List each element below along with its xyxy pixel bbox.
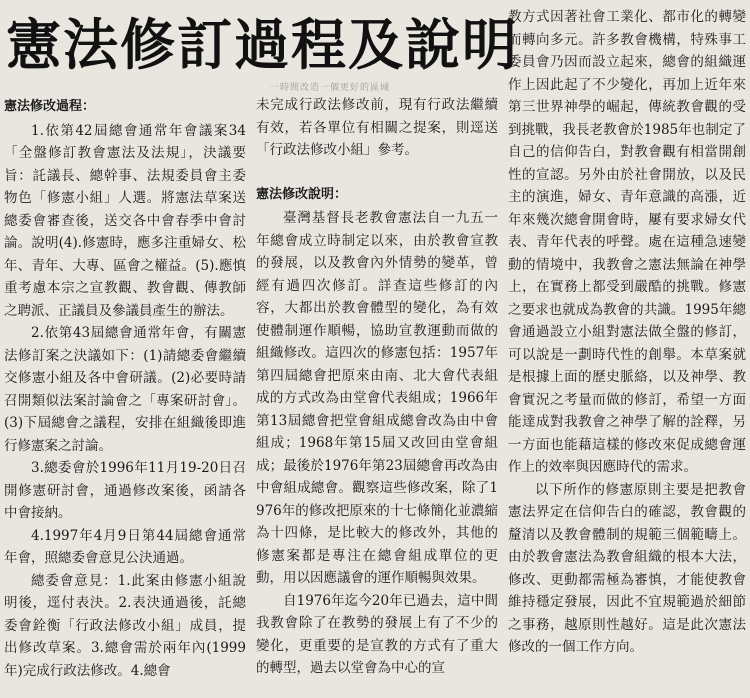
column-1 (4, 96, 246, 682)
process-paragraph-5: 總委會意見：1.此案由修憲小組說明後，逕付表決。2.表決通過後，託總委會銓衡「行政法修改小組」成員，提出修改草案。3.總會需於兩年內(1999年)完成行政法修改。4.總會 (4, 572, 246, 679)
process-paragraph-3: 3.總委會於1996年11月19-20日召開修憲研討會，通過修改案後，函請各中會接納。 (4, 460, 246, 521)
section-gap (256, 162, 498, 184)
process-paragraph-1: 1.依第42屆總會通常年會議案34「全盤修訂教會憲法及法規」，決議要旨：託議長、總幹事、法規委員會主委物色「修憲小組」人選。將憲法草案送總委會審查後，送交各中會春季中會討論。說明(4).修憲時，應多注重婦女、松年、青年、大專、區會之權益。(5).應慎重考慮本宗之宣教觀、教會觀、傳教師之聘派、正議員及參議員產生的辦法。 (4, 122, 246, 319)
section-heading-explain: 憲法修改說明： (256, 186, 348, 202)
article-headline: 憲法修訂過程及說明 (6, 13, 520, 77)
column-2 (256, 94, 498, 680)
section-heading-process: 憲法修改過程： (4, 99, 96, 114)
bleed-through-text: 一時間改造一個更好的區域 (270, 83, 391, 92)
process-paragraph-5-cont: 未完成行政法修改前，現有行政法繼續有效，若各單位有相關之提案，則逕送「行政法修改小組」參考。 (256, 97, 498, 158)
explain-paragraph-2-cont: 教方式因著社會工業化、都市化的轉變而轉向多元。許多教會機構，特殊事工委員會乃因而設立起來，總會的組織運作上因此起了不少變化，再加上近年來第三世界神學的崛起，傳統教會觀的受到挑戰，我長老教會於1985年也制定了自己的信仰告白，對教會觀有相當開創性的宣認。另外由於社會開放，以及民主的演進，婦女、青年意識的高漲，近年來幾次總會開會時，屢有要求婦女代表、青年代表的呼聲。處在這種急速變動的情境中，我教會之憲法無論在神學上，在實務上都受到嚴酷的挑戰。修憲之要求也就成為教會的共識。1995年總會通過設立小組對憲法做全盤的修訂，可以說是一劃時代性的創舉。本草案就是根據上面的歷史脈絡，以及神學、教會實況之考量而做的修訂，希望一方面能達成對我教會之神學了解的詮釋，另一方面也能藉這樣的修改來促成總會運作上的效率與因應時代的需求。 (508, 9, 746, 475)
process-paragraph-4: 4.1997年4月9日第44屆總會通常年會，照總委會意見公決通過。 (4, 527, 246, 566)
process-paragraph-2: 2.依第43屆總會通常年會，有關憲法修訂案之決議如下：(1)請總委會繼續交修憲小組及各中會研議。(2)必要時請召開類似法案討論會之「專案研討會」。(3)下屆總會之議程，安排在組織後即進行修憲案之討論。 (4, 325, 246, 454)
explain-paragraph-1: 臺灣基督長老教會憲法自一九五一年總會成立時制定以來，由於教會宣教的發展，以及教會內外情勢的變革，曾經有過四次修訂。詳查這些修訂的內容，大都出於教會體型的變化，為有效使體制運作順暢，協助宣教運動而做的組織修改。這四次的修憲包括：1957年第四屆總會把原來由南、北大會代表組成的方式改為由堂會代表組成；1966年第13屆總會把堂會組成總會改為由中會組成；1968年第15屆又改回由堂會組成；最後於1976年第23屆總會再改為由中會組成總會。觀察這些修改案，除了1976年的修改把原來的十七條簡化並濃縮為十四條，是比較大的修改外，其他的修憲案都是專注在總會組成單位的更動，用以因應議會的運作順暢與效果。 (256, 210, 498, 586)
explain-paragraph-2: 自1976年迄今20年已過去，這中間我教會除了在教勢的發展上有了不少的變化，更重要的是宣教的方式有了重大的轉型，過去以堂會為中心的宣 (256, 592, 498, 676)
column-3 (508, 6, 746, 659)
explain-paragraph-3: 以下所作的修憲原則主要是把教會憲法界定在信仰告白的確認，教會觀的釐清以及教會體制的規範三個範疇上。由於教會憲法為教會組織的根本大法，修改、更動都需極為審慎，才能使教會維持穩定發展，因此不宜規範過於細節之事務，越原則性越好。這是此次憲法修改的一個工作方向。 (508, 481, 746, 655)
